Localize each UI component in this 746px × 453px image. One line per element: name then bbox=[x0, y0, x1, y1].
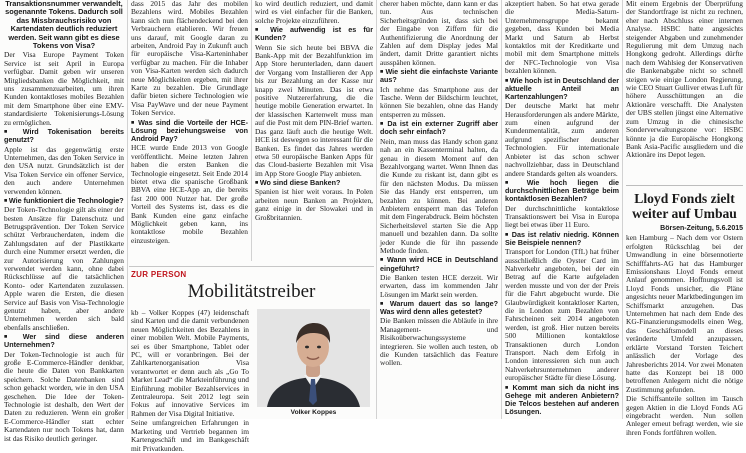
col4-question: ■ Wie sieht die einfachste Variante aus? bbox=[380, 68, 498, 84]
col3-paragraph: ko wird deutlich reduziert, und damit wird es viel einfacher für die Banken, solche Projekte einzuführen. bbox=[255, 0, 373, 25]
col3-question: ■ Wo sind diese Banken? bbox=[255, 179, 373, 187]
col4-paragraph: cherer haben möchte, dann kann er das tun. Aus technischen Sicherheitsgründen ist, dass sich bei der Eingabe von Ziffern für die Authentifizierung die Anordnung der Zahlen auf dem Display jedes Mal ändert, damit Dritte garantiert nichts ausspähen können. bbox=[380, 0, 498, 67]
col1-paragraph: Der Visa Europe Payment Token Service ist seit April in Europa verfügbar. Damit geben wir unseren Mitgliedsbanken die Möglichkeit, mit uns zusammenzuarbeiten, um ihren Kunden kontaktloses mobiles Bezahlen mit dem Smartphone über eine EMV-standardisierte Tokenisierungs-Lösung zu ermöglichen. bbox=[4, 50, 124, 127]
column-divider bbox=[376, 0, 377, 419]
column-6 bbox=[626, 0, 743, 437]
col5-question: ■ Wie hoch liegen die durchschnittlichen Beträge beim kontaktlosen Bezahlen? bbox=[505, 179, 619, 204]
col5-paragraph: Der durchschnittliche kontaktlose Transaktionswert bei Visa in Europa liegt bei etwas über 11 Euro. bbox=[505, 203, 619, 230]
col4-question: ■ Warum dauert das so lange? Was wird denn alles getestet? bbox=[380, 300, 498, 316]
column-4 bbox=[380, 0, 498, 419]
col5-question: ■ Wie hoch ist in Deutschland der aktuelle Anteil an Kartenzahlungen? bbox=[505, 77, 619, 102]
article-dateline: Börsen-Zeitung, 5.6.2015 bbox=[660, 225, 743, 232]
col2-paragraph: dass 2015 das Jahr des mobilen Bezahlens wird. Mobiles Bezahlen kann sich nun flächendeckend bei den Verbrauchern etablieren. Wir freuen uns darauf, mit Google daran zu arbeiten, Android Pay in Zukunft auch für europäische Visa-Karteninhaber verfügbar zu machen. Für die Inhaber von Visa-Karten werden sich dadurch neue Möglichkeiten ergeben, mit ihrer Karte zu bezahlen. Die Grundlage dafür bieten sichere Technologien wie Visa PayWave und der neue Payment Token Service. bbox=[131, 0, 248, 118]
col6-paragraph: Die Schiffsanteile sollten im Tausch gegen Aktien in die Lloyd Fonds AG eingebracht werden. Nun sollen Anleger erneut befragt werden, wie sie ihren Fonds fortführen wollen. bbox=[626, 394, 743, 437]
person-portrait-graphic bbox=[257, 309, 370, 407]
column-5 bbox=[505, 0, 619, 419]
person-text: kb – Volker Koppes (47) leidenschaft sind Karten und die damit verbundenen neuen Möglichkeiten des Bezahlens in einer mobilen Welt. Mobile Payments, sei es über Smartphone, Tablet oder PC, will er voranbringen. Bei der Zahlkartenorganisation Visa verantwortet er denn auch als „Go To Market Lead“ die Markteinführung und Einführung mobiler Bezahlservices in Zentraleuropa. Seit 2012 legt sein Fokus auf innovative Services im Rahmen der Visa Digital Initiative. bbox=[131, 308, 249, 418]
column-1 bbox=[4, 0, 124, 443]
col1-intro: Transaktionsnummer verwandelt, sogenannte Tokens. Dadurch soll das Missbrauchsrisiko von Kartendaten deutlich reduziert werden. Seit wann gibt es diese Tokens von Visa? bbox=[5, 0, 123, 51]
col1-question: ■ Wer sind diese anderen Unternehmen? bbox=[4, 333, 124, 349]
col6-lead: ken Hamburg – Nach dem vor Ostern erfolgten Rückschlag bei der Umwandlung in eine börsennotierte Schifffahrts-AG hat das Hamburger Emissionshaus Lloyd Fonds erneut Anlauf genommen. Hoffnungsvoll ist Lloyd Fonds unsicher, die Pläne angesichts neuer Marktbedingungen im Schiffsmarkt anzugehen. Das Unternehmen hat nach dem Ende des KG-Finanzierungsmodells einen Weg, das Geschäftsmodell an dieses veränderte Umfeld anzupassen, erklärte Vorstand Torsten Teichert anlässlich der Vorlage des Jahresberichts 2014. Vor zwei Monaten hatte das Konzept bei 18 000 betroffenen Anlegern nicht die nötige Zustimmung gefunden. bbox=[626, 233, 743, 394]
col2-question: ■ Was sind die Vorteile der HCE-Lösung beziehungsweise von Android Pay? bbox=[131, 119, 248, 144]
person-body bbox=[131, 308, 249, 453]
col1-paragraph: Der Token-Technologie ist auch für große E-Commerce-Händler denkbar, die heute die Daten von Bankkarten speichern. Solche Datenbanken sind schon gehackt worden, wie in den USA geschehen. Die Idee der Token-Technologie ist deshalb, den Wert der Daten zu reduzieren. Wenn ein großer E-Commerce-Händler statt echter Kartendaten nur noch Tokens hat, dann ist das Risiko deutlich geringer. bbox=[4, 349, 124, 443]
article-separator bbox=[626, 185, 743, 186]
person-box bbox=[129, 266, 374, 453]
column-divider bbox=[622, 0, 623, 419]
col4-question: ■ Da ist ein externer Zugriff aber doch sehr einfach? bbox=[380, 120, 498, 136]
col5-question: ■ Kommt man sich da nicht ins Gehege mit anderen Anbietern? Die Telcos bestehen auf anderen Lösungen. bbox=[505, 384, 619, 417]
column-3 bbox=[255, 0, 373, 263]
person-kicker: ZUR PERSON bbox=[131, 270, 187, 279]
column-2 bbox=[131, 0, 248, 263]
col4-paragraph: Ich nehme das Smartphone aus der Tasche. Wenn der Bildschirm leuchtet, können Sie bezahlen, ohne das Handy entsperren zu müssen. bbox=[380, 84, 498, 119]
col4-paragraph: Die Banken müssen die Abläufe in ihre Management- und Risikoüberwachungssysteme integrieren. Sie wollen auch testen, ob die Kunden tatsächlich das Feature wollen. bbox=[380, 316, 498, 368]
col4-paragraph: Nein, man muss das Handy schon ganz nah an ein Kassenterminal halten, da genau in diesem Moment auf den Bezahlvorgang wartet. Wenn Ihnen das die Kunde zu riskant ist, dann gibt es für den nächsten Modus. Da müssen Sie das Handy erst entsperren, um bezahlen zu können. Bei anderen Anbietern entsperrt man das Telefon mit dem Fingerabdruck. Beim höchsten Sicherheitslevel starten Sie die App manuell und bezahlen dann. Da sollte jeder Kunde die für ihn passende Methode finden. bbox=[380, 136, 498, 255]
col5-question: ■ Das ist relativ niedrig. Können Sie Beispiele nennen? bbox=[505, 231, 619, 247]
col5-paragraph: akzeptiert haben. So hat etwa gerade die Media-Saturn-Unternehmensgruppe bekannt gegeben, dass Kunden bei Media Markt und Saturn ab Herbst kontaktlos mit der Kreditkarte und mobil mit dem Smartphone mittels der NFC-Technologie von Visa bezahlen können. bbox=[505, 0, 619, 76]
column-divider bbox=[501, 0, 502, 419]
col4-paragraph: Die Banken testen HCE derzeit. Wir erwarten, dass im kommenden Jahr Lösungen im Markt sein werden. bbox=[380, 272, 498, 299]
column-divider bbox=[127, 0, 128, 419]
col1-paragraph: Apple ist das gegenwärtig erste Unternehmen, das den Token Service in den USA nutzt. Grundsätzlich ist der Visa Token Service ein offener Service, den auch andere Unternehmen verwenden können. bbox=[4, 144, 124, 196]
col5-paragraph: Der deutsche Markt hat mehr Herausforderungen als andere Märkte, zum einen aufgrund der Kundenmentalität, zum anderen aufgrund spezifischer deutscher Technologien. Für internationale Anbieter ist das schon schwer nachvollziehbar, dass in Deutschland andere Standards gelten als woanders. bbox=[505, 101, 619, 178]
col1-question: ■ Wird Tokenisation bereits genutzt? bbox=[4, 128, 124, 144]
col3-question: ■ Wie aufwendig ist es für Kunden? bbox=[255, 26, 373, 42]
col3-paragraph: Spanien ist hier weit voraus. In Polen arbeiten neun Banken an Projekten, ganz einige in der Slowakei und in Großbritannien. bbox=[255, 187, 373, 222]
col6-paragraph: Mit einem Ergebnis der Überprüfung der Standortfrage ist nicht zu rechnen, eher nach Abschluss einer internen Analyse. HSBC hatte angesichts steigender Abgaben und zunehmender Regulierung mit dem Umzug nach Hongkong gedroht. Allerdings dürfte nach dem Wahlsieg der Konservativen die Bankenabgabe nicht so schnell steigen wie einige London Regierung, wie CEO Stuart Gulliver etwas Luft für höhere Ausschüttungen an die Aktionäre verschafft. Die Analysten der UBS stellen jüngst eine Alternative zum Umzug in die chinesische Sonderverwaltungszone vor: HSBC könnte ja die Europäische Hongkong Bank Asia-Pacific ausgliedern und die Aktionäre ins Depot legen. bbox=[626, 0, 743, 160]
col1-paragraph: Der Token-Technologie gilt als einer der besten Ansätze für Datenschutz und Betrugsprävention. Der Token Service schützt Verbraucherdaten, indem die Zahlungsdaten auf der Plastikkarte durch eine Nummer ersetzt werden, die zur Autorisierung von Zahlungen verwendet werden kann, ohne dabei Rückschlüsse auf die tatsächlichen Konto- oder Kartendaten zuzulassen. Apple waren die Ersten, die diesen Service auf Basis von Visa-Technologie genutzt haben, aber andere Unternehmen werden sich bald ebenfalls anschließen. bbox=[4, 205, 124, 332]
photo-caption: Volker Koppes bbox=[290, 409, 337, 416]
person-text: Seine umfangreichen Erfahrungen in Marketing und Vertrieb begannen im Kartengeschäft und im Bankgeschäft mit Privatkunden. bbox=[131, 418, 249, 453]
person-title: Mobilitätstreiber bbox=[187, 281, 316, 302]
col3-paragraph: Wenn Sie sich heute bei BBVA die Bank-App mit der Bezahlfunktion im App Store herunterladen, dann dauert der Vorgang vom Installieren der App bis zur Bezahlung an der Kasse nur knapp zwei Minuten. Das ist etwa positive Nutzererfahrung, die die heutige mobile Generation erwartet. In der klassischen Kartenwelt muss man auf die Post mit dem PIN-Brief warten. Das ganz läuft auch die heutige Welt. HCE ist deswegen so interessant für die Banken. Es findet das Jahres werden etwa 50 europäische Banken Apps für das Cloud-basierte Bezahlen mit Visa im App Store Google Play anbieten. bbox=[255, 42, 373, 178]
col1-question: ■ Wie funktioniert die Technologie? bbox=[4, 197, 124, 205]
portrait-photo bbox=[257, 309, 370, 407]
col5-paragraph: Transport for London (TfL) hat früher ausschließlich die Oyster Card im Nahverkehr angeboten, bei der ein Betrag auf die Karte aufgeladen werden musste und von der der Preis für die Fahrt abgebucht wurde. Die Glaubwürdigkeit kontaktloser Karten, die in London zum Bezahlen von Fahrscheinen seit 2014 angeboten werden, ist groß. Hier nutzen bereits 500 Millionen kontaktlose Transaktionen durch London Transport. Nach dem Erfolg in London interessieren sich nun auch Nahverkehrsunternehmen anderer europäischer Städte für diese Lösung. bbox=[505, 247, 619, 383]
col4-question: ■ Wann wird HCE in Deutschland eingeführt? bbox=[380, 256, 498, 272]
column-divider bbox=[251, 0, 252, 261]
col2-paragraph: HCE wurde Ende 2013 von Google veröffentlicht. Meine letzten Jahren haben die ersten Banken die Technologie eingesetzt. Seit Ende 2014 bietet etwa die spanische Großbank BBVA eine HCE-App an, die bereits fast 200 000 Nutzer hat. Der große Vorteil des Systems ist, dass es die Bank Kunden eine ganz einfache Möglichkeit geben kann, ins kontaktlose mobile Bezahlen einzusteigen. bbox=[131, 143, 248, 245]
article-headline: Lloyd Fonds zielt weiter auf Umbau bbox=[632, 191, 737, 221]
